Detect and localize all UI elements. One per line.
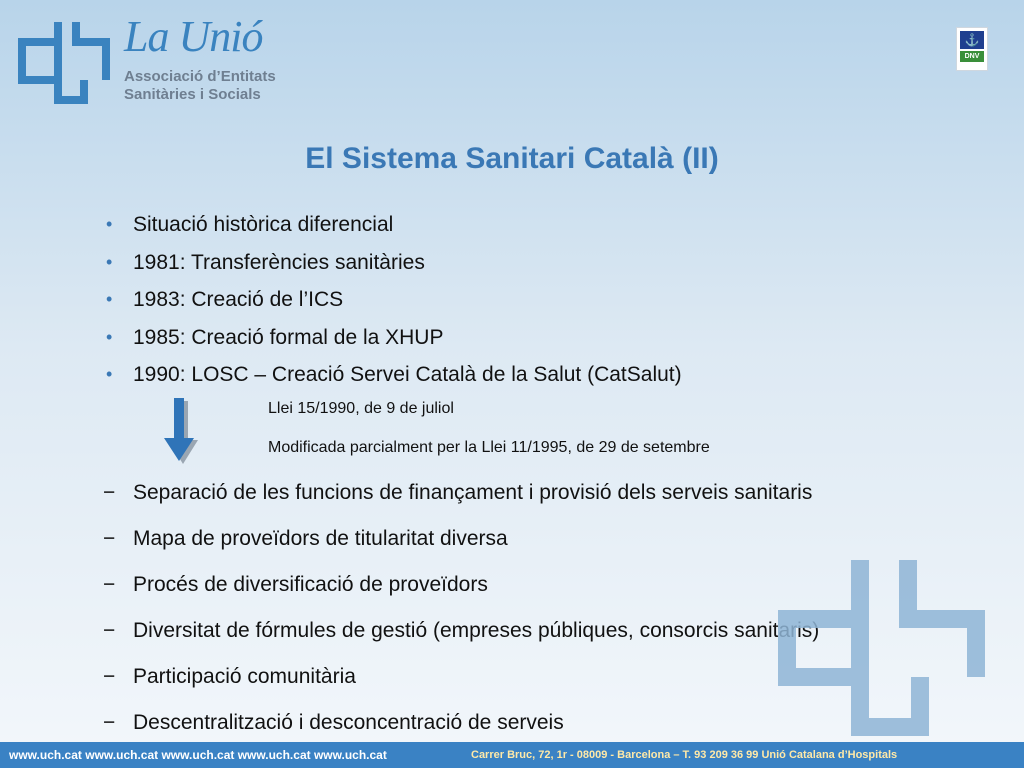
bullet-text: 1983: Creació de l’ICS (133, 288, 344, 311)
brand-name: La Unió (124, 12, 263, 61)
dash-item (103, 562, 819, 608)
dash-text: Mapa de proveïdors de titularitat diversa (133, 527, 508, 550)
footer-urls[interactable]: www.uch.cat www.uch.cat www.uch.cat www.uch.cat www.uch.cat (9, 748, 387, 762)
bullet-item (106, 356, 682, 394)
bullet-list (106, 206, 682, 394)
dash-marker: − (103, 619, 116, 642)
dash-marker: − (103, 481, 116, 504)
bullet-item (106, 244, 682, 282)
dash-marker: − (103, 573, 116, 596)
uch-watermark-icon (778, 551, 990, 739)
dash-text: Separació de les funcions de finançament i provisió dels serveis sanitaris (133, 481, 813, 504)
bullet-marker: • (106, 214, 113, 234)
bullet-item (106, 319, 682, 357)
certification-badge-icon (956, 27, 988, 71)
dash-text: Participació comunitària (133, 665, 356, 688)
dash-item (103, 608, 819, 654)
dash-marker: − (103, 527, 116, 550)
brand-subtitle-line1: Associació d’Entitats (124, 68, 276, 85)
bullet-marker: • (106, 326, 113, 347)
bullet-marker: • (106, 251, 113, 272)
dash-text: Diversitat de fórmules de gestió (empreses públiques, consorcis sanitaris) (133, 619, 820, 642)
dash-text: Procés de diversificació de proveïdors (133, 573, 488, 596)
dash-item (103, 470, 819, 516)
bullet-marker: • (106, 364, 113, 384)
down-arrow-icon (164, 398, 202, 468)
bullet-item (106, 281, 682, 319)
law-modification: Modificada parcialment per la Llei 11/1995, de 29 de setembre (268, 439, 710, 456)
bullet-text: 1990: LOSC – Creació Servei Català de la Salut (CatSalut) (133, 363, 682, 386)
cert-label: DNV (960, 51, 984, 62)
brand-subtitle (124, 68, 276, 104)
dash-text: Descentralització i desconcentració de serveis (133, 711, 564, 734)
brand-subtitle-line2: Sanitàries i Socials (124, 86, 261, 103)
dash-item (103, 700, 819, 746)
dash-list (103, 470, 819, 746)
anchor-icon: ⚓ (960, 31, 984, 49)
dash-item (103, 516, 819, 562)
dash-marker: − (103, 711, 116, 734)
bullet-text: 1981: Transferències sanitàries (133, 250, 425, 274)
slide-title: El Sistema Sanitari Català (II) (305, 142, 719, 175)
uch-logo-icon (18, 18, 114, 104)
bullet-text: 1985: Creació formal de la XHUP (133, 325, 444, 349)
law-reference: Llei 15/1990, de 9 de juliol (268, 400, 454, 417)
footer-bar (0, 742, 1024, 768)
dash-marker: − (103, 665, 116, 688)
bullet-item (106, 206, 682, 244)
dash-item (103, 654, 819, 700)
footer-address: Carrer Bruc, 72, 1r - 08009 - Barcelona – T. 93 209 36 99 Unió Catalana d’Hospitals (471, 749, 898, 761)
bullet-marker: • (106, 289, 113, 309)
bullet-text: Situació històrica diferencial (133, 213, 394, 236)
